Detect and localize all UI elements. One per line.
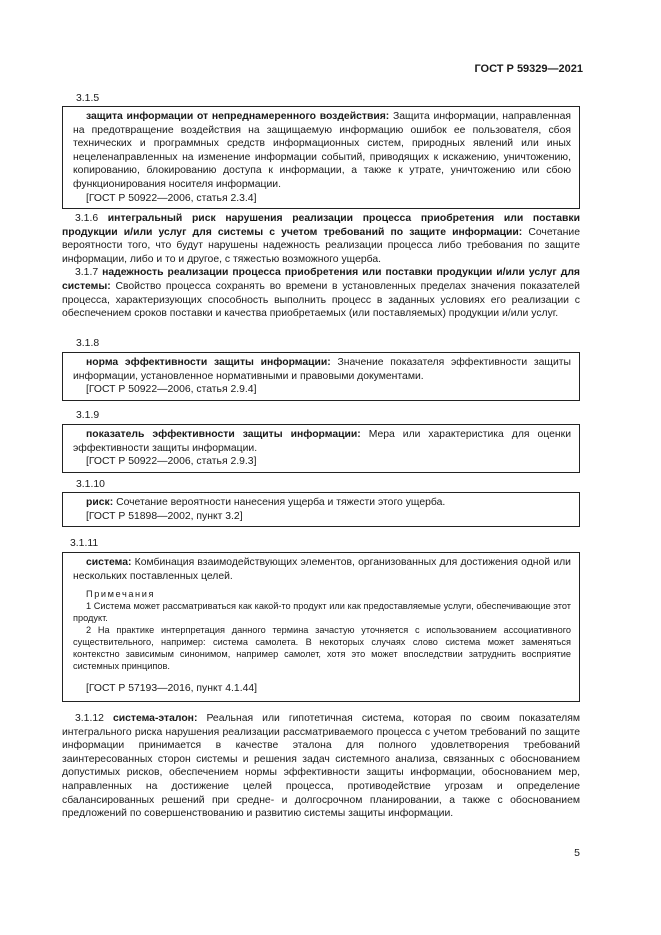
term: норма эффективности защиты информации:	[86, 357, 331, 368]
page-number: 5	[574, 847, 580, 859]
definition-paragraphs	[62, 712, 580, 821]
clause-number: 3.1.5	[76, 93, 100, 104]
definition-text	[73, 110, 571, 192]
term: система:	[86, 557, 132, 568]
notes-title: Примечания	[86, 589, 156, 600]
definition-text	[62, 212, 580, 266]
definition: Сочетание вероятности нанесения ущерба и тяжести этого ущерба.	[113, 497, 446, 508]
definition-text	[62, 266, 580, 320]
source-reference: [ГОСТ Р 50922—2006, статья 2.9.3]	[86, 456, 257, 468]
definition-text	[73, 428, 571, 455]
clause-number: 3.1.12	[75, 713, 104, 724]
source-reference: [ГОСТ Р 51898—2002, пункт 3.2]	[86, 510, 243, 522]
clause-number: 3.1.7	[75, 267, 99, 279]
term: система-эталон:	[112, 713, 198, 724]
source-reference: [ГОСТ Р 57193—2016, пункт 4.1.44]	[86, 683, 258, 695]
source-reference: [ГОСТ Р 50922—2006, статья 2.3.4]	[86, 192, 257, 204]
note: 1 Система может рассматриваться как какой-то продукт или как предоставляемые услуги, обеспечивающие этот продукт.	[73, 601, 571, 624]
definition: Защита информации, направленная на предотвращение воздействия на защищаемую информацию ошибок ее пользователя, сбоя технических и программных средств информационных систем, природных явлений или иных нецеленаправленных на изменение информации событий, приводящих к искажению, уничтожению, копированию, блокированию доступа к информации, а также к утрате, уничтожению или сбою функционирования носителя информации.	[73, 111, 571, 190]
term: интегральный риск нарушения реализации процесса приобретения или поставки продукции и/или услуг для системы с учетом требований по защите информации:	[62, 213, 581, 238]
definition-box	[62, 492, 580, 527]
clause-number: 3.1.6	[75, 213, 99, 224]
definition: Значение показателя эффективности защиты информации, установленное нормативными и правовыми документами.	[73, 357, 571, 382]
term: показатель эффективности защиты информации:	[86, 429, 361, 440]
term: защита информации от непреднамеренного воздействия:	[86, 111, 390, 122]
definition-box	[62, 352, 580, 401]
clause-number: 3.1.9	[76, 410, 100, 421]
definition-text	[62, 712, 580, 821]
term: надежность реализации процесса приобретения или поставки продукции и/или услуг для системы:	[62, 267, 580, 292]
definition: Свойство процесса сохранять во времени в установленных пределах значения показателей процесса, характеризующих способность выполнить процесс в заданных условиях его реализации с обеспечением сроков поставки и качества приобретаемых (или поставляемых) продукции и/или услуг.	[62, 280, 580, 320]
document-code: ГОСТ Р 59329—2021	[474, 63, 583, 75]
clause-number: 3.1.11	[70, 538, 99, 549]
term: риск:	[86, 497, 114, 508]
note: 2 На практике интерпретация данного термина зачастую уточняется с использованием ассоциативного существительного, например: система самолета. В некоторых случаях слово система может заменяться контекстно зависимым синонимом, например самолет, хотя это может впоследствии затруднить восприятие системных принципов.	[73, 625, 571, 672]
definition: Реальная или гипотетичная система, которая по своим показателям интегрального риска нарушения реализации рассматриваемого процесса с учетом требований по защите информации принимается в качестве эталона для полного удовлетворения требований заинтересованных сторон системы и решения задач системного анализа, связанных с обоснованием допустимых рисков, обеспечением нормы эффективности защиты информации, обоснованием мер, направленных на достижение целей процесса, противодействие угрозам и определение сбалансированных решений при средне- и долгосрочном планировании, а также с обоснованием предложений по совершенствованию и развитию системы защиты информации.	[62, 713, 581, 820]
definition: Комбинация взаимодействующих элементов, организованных для достижения одной или нескольких поставленных целей.	[73, 557, 571, 582]
definition: Мера или характеристика для оценки эффективности защиты информации.	[73, 429, 571, 454]
definition-text	[73, 356, 571, 383]
definition-paragraphs	[62, 212, 580, 321]
definition: Сочетание вероятности того, что будут нарушены надежность реализации процесса либо требования по защите информации, либо и то и другое, с тяжестью возможного ущерба.	[62, 226, 580, 265]
definition-box	[62, 552, 580, 702]
source-reference: [ГОСТ Р 50922—2006, статья 2.9.4]	[86, 384, 257, 396]
clause-number: 3.1.8	[76, 338, 100, 349]
definition-box	[62, 106, 580, 209]
definition-text	[73, 496, 571, 510]
definition-box	[62, 424, 580, 473]
definition-text	[73, 556, 571, 583]
clause-number: 3.1.10	[76, 479, 105, 490]
